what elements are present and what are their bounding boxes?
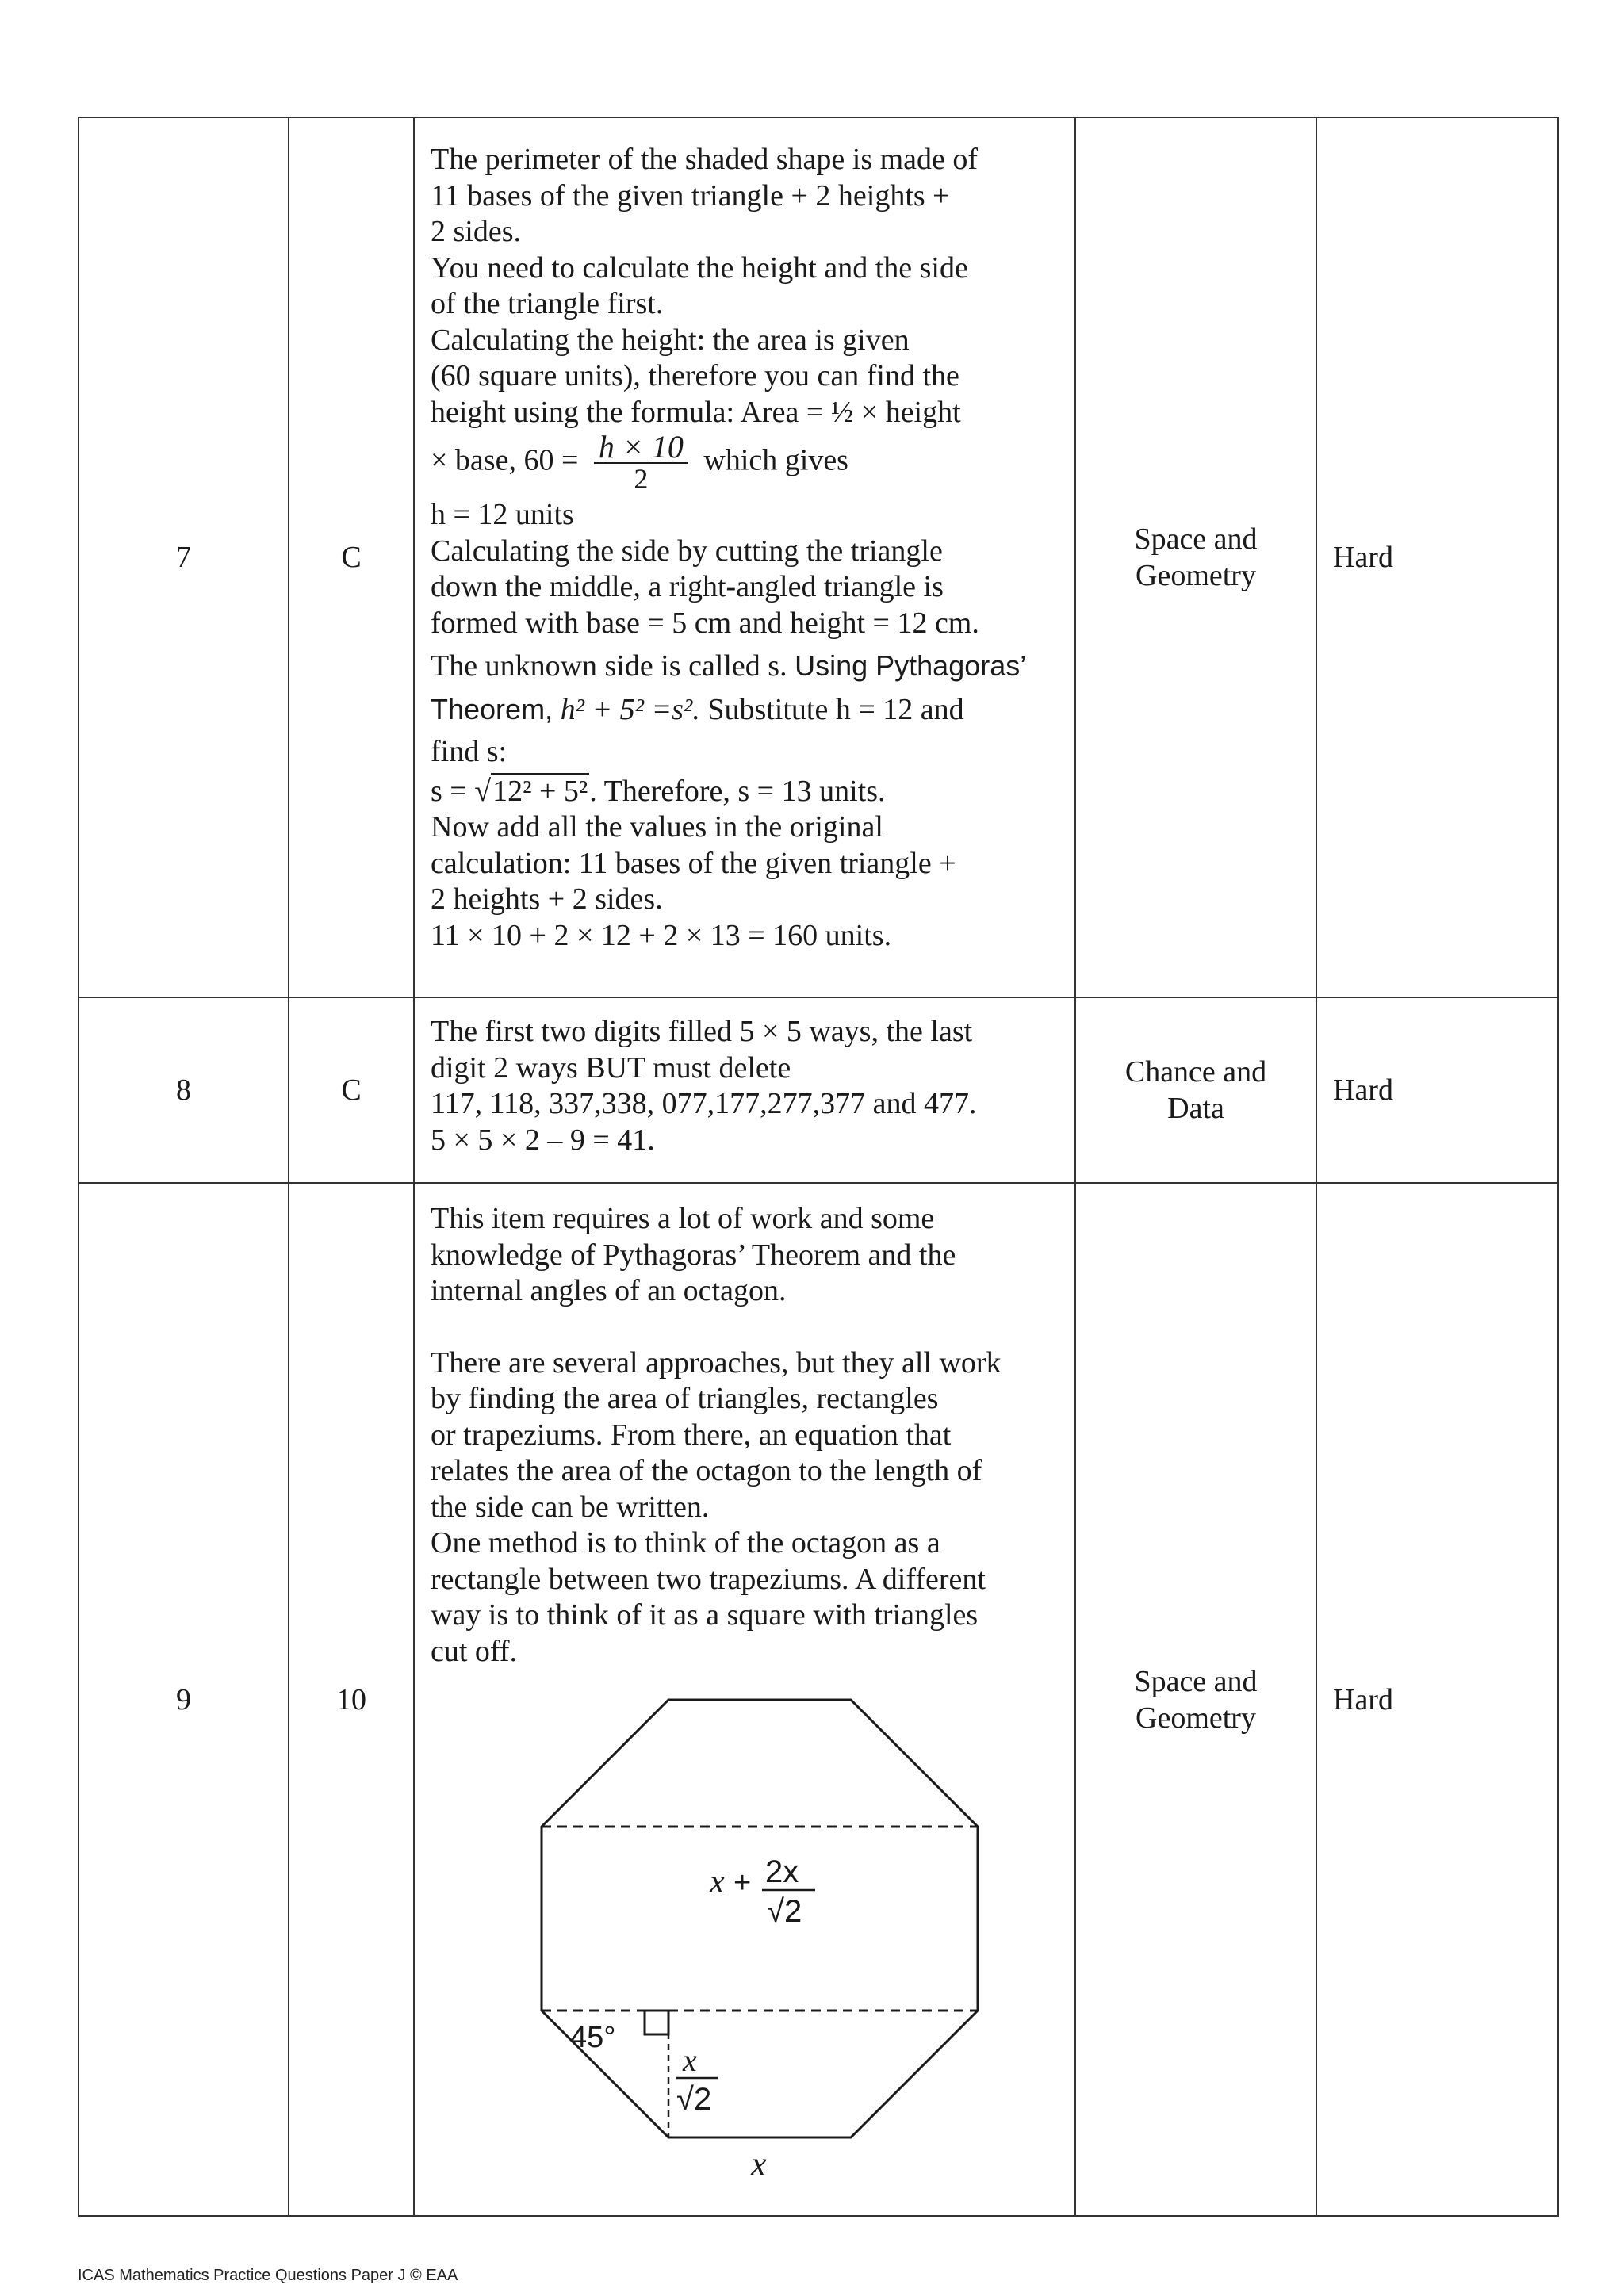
explanation [414,1183,1075,2216]
fraction-denominator: 2 [634,463,649,495]
question-number: 9 [79,1183,289,2216]
explanation-line: calculation: 11 bases of the given triangle + [431,846,956,880]
explanation-line: Calculating the height: the area is given [431,323,910,357]
fraction-numerator: h × 10 [594,432,688,464]
explanation-text: The unknown side is called s. [431,649,787,683]
width-label-plus: + [733,1866,752,1900]
explanation-line: 5 × 5 × 2 – 9 = 41. [431,1123,655,1157]
octagon-outline [542,1700,978,2137]
explanation-line: You need to calculate the height and the side [431,251,968,285]
right-angle-marker [645,2011,668,2034]
difficulty: Hard [1316,117,1558,997]
explanation-line: h = 12 units [431,498,574,531]
answers-table [78,117,1559,2217]
explanation-line: formed with base = 5 cm and height = 12 cm. [431,606,979,640]
explanation-line: rectangle between two trapeziums. A different [431,1562,986,1596]
formula-text: s = √ [431,774,492,808]
strand-line: Space and [1134,522,1258,556]
formula-text: × base, 60 = [431,443,579,477]
difficulty: Hard [1316,997,1558,1183]
explanation-line: height using the formula: Area = ½ × height [431,395,961,429]
content-strand [1075,997,1316,1183]
explanation-line: One method is to think of the octagon as a [431,1526,940,1559]
explanation-line: The perimeter of the shaded shape is made of [431,143,979,176]
strand-line: Geometry [1136,1701,1256,1735]
explanation-line: There are several approaches, but they all work [431,1345,1002,1380]
content-strand [1075,1183,1316,2216]
formula-text: h² + 5² =s². [560,692,700,726]
explanation-line: relates the area of the octagon to the length of [431,1454,982,1487]
explanation-line: cut off. [431,1634,518,1668]
page-footer: ICAS Mathematics Practice Questions Paper J © EAA [78,2267,458,2284]
answer-key: C [289,117,414,997]
explanation-text: Substitute h = 12 and [707,692,964,726]
explanation-line: digit 2 ways BUT must delete [431,1050,791,1085]
table-row [79,117,1558,997]
explanation-line [431,648,1059,685]
explanation-line: or trapeziums. From there, an equation that [431,1418,952,1452]
table-row [79,1183,1558,2216]
explanation-line: 11 bases of the given triangle + 2 heights + [431,178,950,212]
strand-line: Space and [1134,1664,1258,1698]
explanation-text: Theorem, [431,692,553,725]
explanation-line: the side can be written. [431,1490,710,1524]
octagon-diagram [431,1684,1057,2191]
explanation-line: Calculating the side by cutting the triangle [431,534,943,568]
explanation-line: (60 square units), therefore you can find the [431,359,959,392]
explanation-line: way is to think of it as a square with triangles [431,1598,979,1632]
explanation-line: 2 heights + 2 sides. [431,882,663,916]
explanation-line: down the middle, a right-angled triangle is [431,570,944,603]
explanation-line: 11 × 10 + 2 × 12 + 2 × 13 = 160 units. [431,918,892,952]
question-number: 8 [79,997,289,1183]
strand-line: Data [1167,1092,1224,1125]
bottom-side-label: x [751,2145,767,2183]
question-number: 7 [79,117,289,997]
explanation-line [431,691,1059,729]
answer-key: 10 [289,1183,414,2216]
explanation-line: of the triangle first. [431,287,664,320]
explanation-line: Now add all the values in the original [431,810,883,844]
explanation [414,997,1075,1183]
explanation-line [431,774,1059,810]
explanation-line: 2 sides. [431,215,521,248]
explanation-line: find s: [431,735,508,768]
difficulty: Hard [1316,1183,1558,2216]
explanation-line: internal angles of an octagon. [431,1274,787,1307]
explanation-text: Using Pythagoras’ [795,649,1027,682]
content-strand [1075,117,1316,997]
explanation-line: by finding the area of triangles, rectangles [431,1382,939,1415]
strand-line: Geometry [1136,559,1256,592]
formula-text: . Therefore, s = 13 units. [589,774,886,808]
height-label-numerator: x [683,2042,697,2078]
explanation-line: 117, 118, 337,338, 077,177,277,377 and 477. [431,1087,977,1120]
explanation-line: The first two digits filled 5 × 5 ways, the last [431,1015,973,1048]
width-label-numerator: 2x [765,1854,799,1889]
width-label-denominator: √2 [767,1894,802,1929]
explanation-line: knowledge of Pythagoras’ Theorem and the [431,1238,956,1272]
fraction [594,429,688,495]
width-label-x: x [710,1864,725,1900]
table-row [79,997,1558,1183]
answer-key: C [289,997,414,1183]
formula-text: which gives [703,443,848,477]
angle-label: 45° [570,2021,616,2054]
height-label-denominator: √2 [676,2082,712,2117]
strand-line: Chance and [1124,1055,1267,1089]
square-root-radicand: 12² + 5² [492,774,588,808]
explanation-line: This item requires a lot of work and some [431,1202,935,1235]
explanation [414,117,1075,997]
explanation-line [431,429,1059,495]
